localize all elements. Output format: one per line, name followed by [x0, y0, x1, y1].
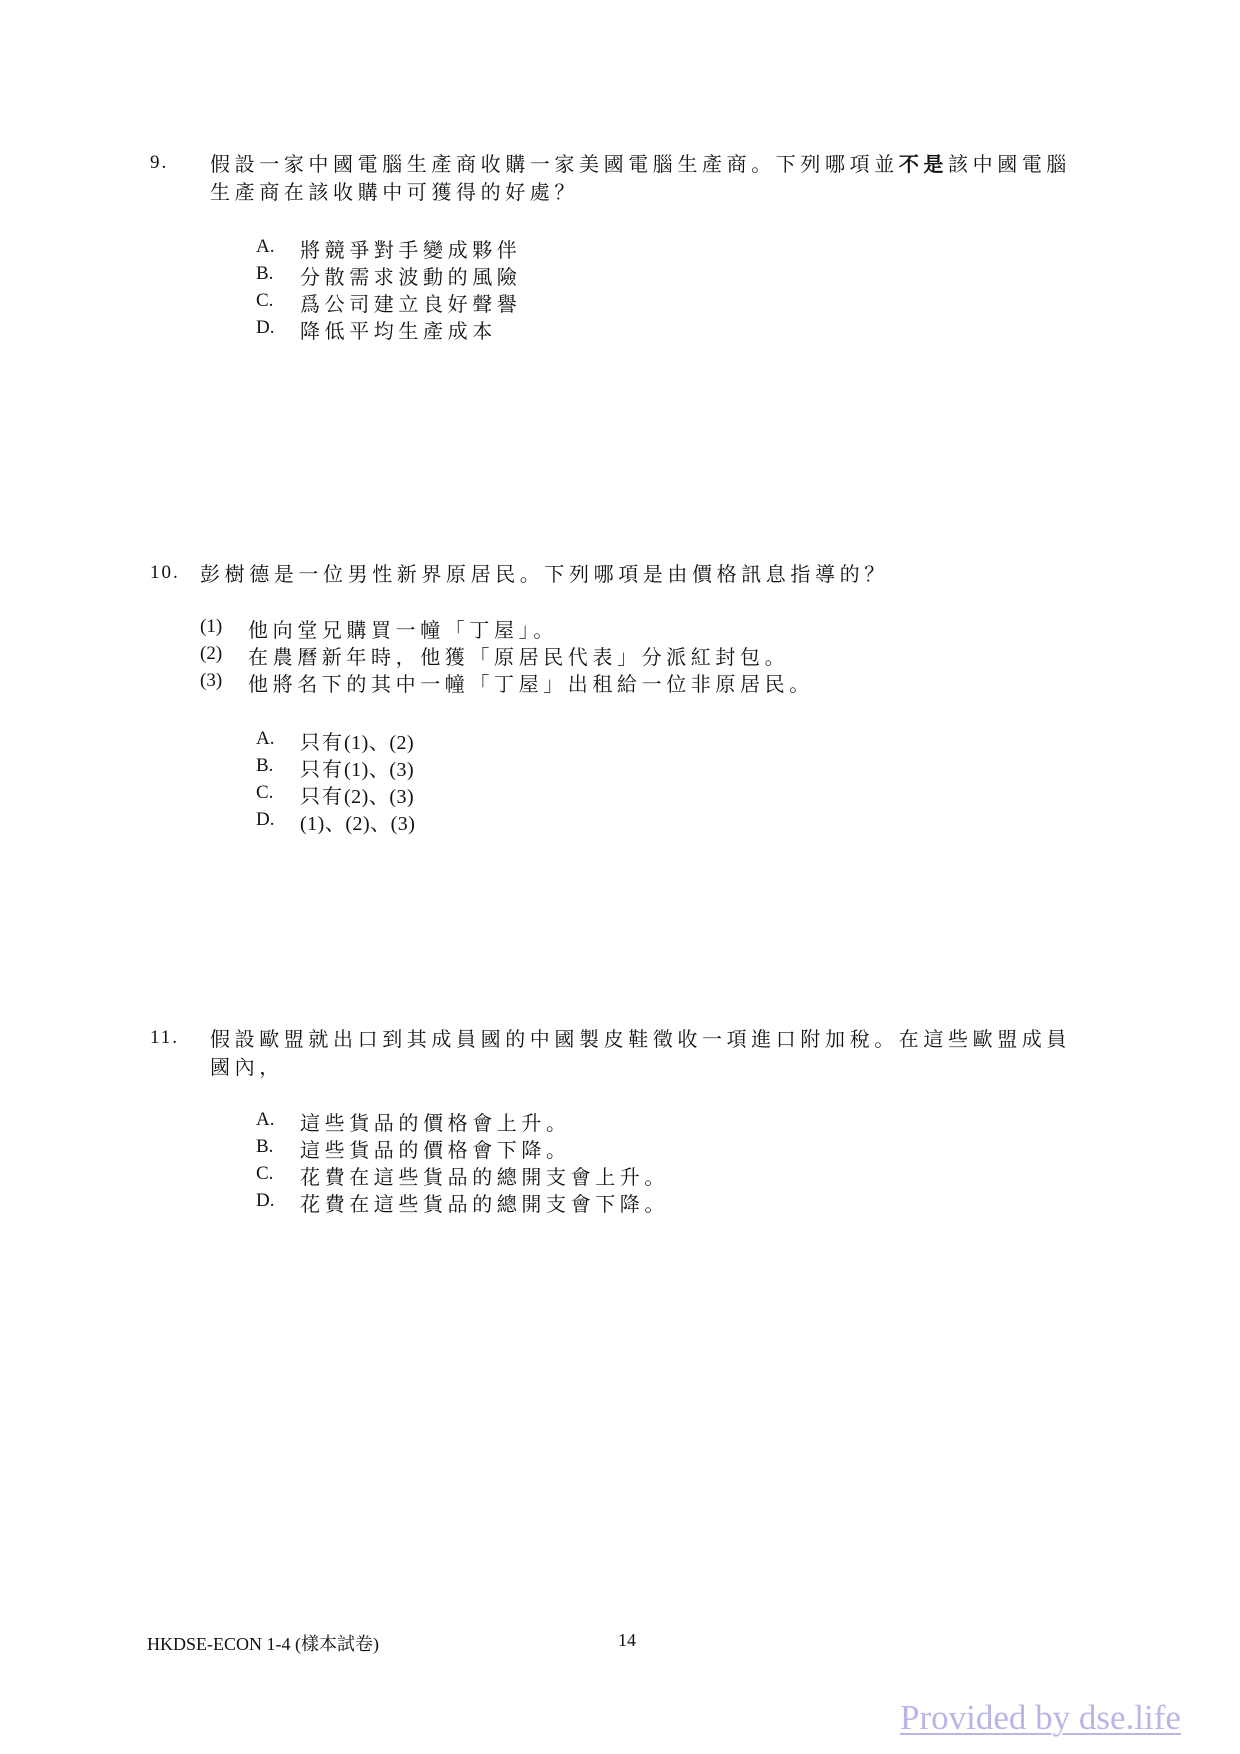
statement-label: (2) [200, 643, 223, 664]
statement-text: 他將名下的其中一幢「丁屋」出租給一位非原居民。 [248, 672, 814, 696]
option-combination: (1)、(2)、(3) [300, 813, 416, 835]
option-text[interactable]: 爲公司建立良好聲譽 [300, 292, 522, 316]
option-letter: B. [256, 263, 274, 284]
stem-emphasis: 不是 [898, 152, 949, 176]
option-letter: D. [256, 1190, 275, 1211]
question-number: 11. [150, 1027, 180, 1048]
option-combination: (1)、(2) [344, 732, 415, 754]
question-stem-line: 彭樹德是一位男性新界原居民。下列哪項是由價格訊息指導的？ [200, 562, 889, 586]
option-text[interactable]: 花費在這些貨品的總開支會上升。 [300, 1165, 669, 1189]
option-prefix: 只有 [300, 730, 344, 754]
option-letter: C. [256, 782, 274, 803]
option-prefix: 只有 [300, 784, 344, 808]
option-text[interactable] [300, 726, 414, 755]
option-letter: A. [256, 1109, 275, 1130]
statement-label: (3) [200, 670, 223, 691]
watermark-link[interactable]: Provided by dse.life [900, 1698, 1181, 1737]
paper-code: HKDSE-ECON 1-4 (樣本試卷) [147, 1634, 379, 1654]
option-text[interactable]: 這些貨品的價格會下降。 [300, 1138, 571, 1162]
page-number: 14 [618, 1630, 636, 1650]
option-text[interactable] [300, 753, 414, 782]
option-prefix: 只有 [300, 757, 344, 781]
option-letter: C. [256, 290, 274, 311]
question-stem-line [210, 150, 1071, 178]
statement-label: (1) [200, 616, 223, 637]
option-letter: B. [256, 1136, 274, 1157]
option-letter: B. [256, 755, 274, 776]
question-stem-line: 國內， [210, 1055, 284, 1079]
option-text[interactable] [300, 780, 414, 809]
option-letter: C. [256, 1163, 274, 1184]
option-text[interactable]: 將競爭對手變成夥伴 [300, 238, 522, 262]
question-number: 10. [150, 562, 180, 583]
option-text[interactable]: 分散需求波動的風險 [300, 265, 522, 289]
statement-text: 在農曆新年時，他獲「原居民代表」分派紅封包。 [248, 645, 790, 669]
option-letter: A. [256, 728, 275, 749]
option-combination: (1)、(3) [344, 759, 415, 781]
option-text[interactable]: 降低平均生產成本 [300, 319, 497, 343]
option-combination: (2)、(3) [344, 786, 415, 808]
option-letter: A. [256, 236, 275, 257]
option-text[interactable]: 這些貨品的價格會上升。 [300, 1111, 571, 1135]
option-letter: D. [256, 317, 275, 338]
question-stem-line: 生產商在該收購中可獲得的好處？ [210, 180, 579, 204]
stem-text: 該中國電腦 [948, 152, 1072, 176]
stem-text: 假設一家中國電腦生產商收購一家美國電腦生產商。下列哪項並 [210, 152, 899, 176]
option-text[interactable]: 花費在這些貨品的總開支會下降。 [300, 1192, 669, 1216]
statement-text: 他向堂兄購買一幢「丁屋」。 [248, 618, 558, 642]
question-number: 9. [150, 152, 169, 173]
question-stem-line: 假設歐盟就出口到其成員國的中國製皮鞋徵收一項進口附加稅。在這些歐盟成員 [210, 1027, 1071, 1051]
option-letter: D. [256, 809, 275, 830]
option-text[interactable] [300, 807, 415, 836]
